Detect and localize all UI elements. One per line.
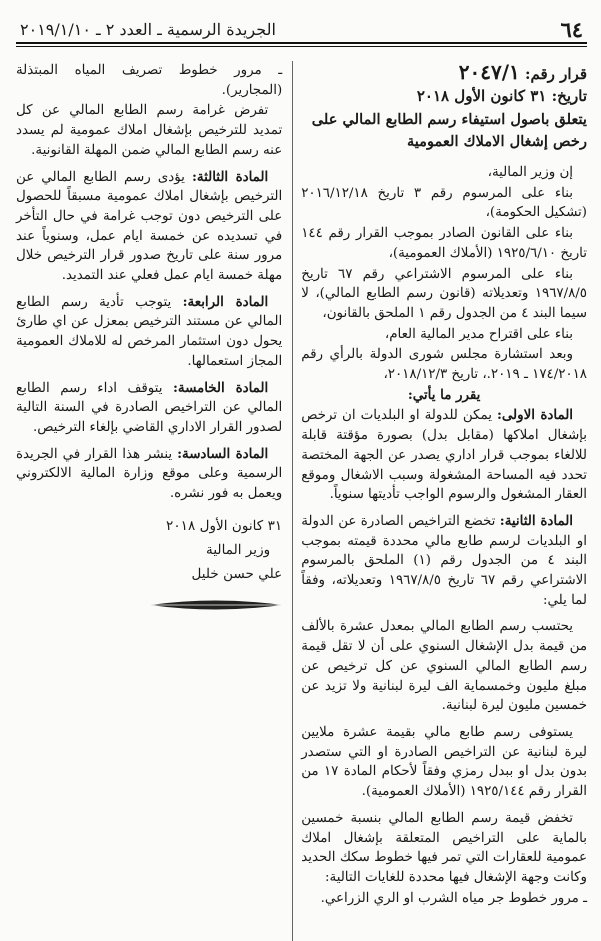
article-6-title: المادة السادسة:: [177, 445, 269, 462]
article-5-title: المادة الخامسة:: [172, 379, 269, 396]
article-4-text: يتوجب تأدية رسم الطابع المالي عن مستند الترخيص بمعزل عن اي طارئ يحول دون استثمار المرخص له للاملاك العمومية المجاز استعمالها.: [16, 294, 283, 369]
article-3: [16, 168, 282, 286]
signature-date: ٣١ كانون الأول ٢٠١٨: [166, 517, 283, 534]
decision-number: ٢٠٤٧/١: [458, 60, 520, 84]
page-number: ٦٤: [560, 17, 583, 42]
article-2-text: تخضع التراخيص الصادرة عن الدولة او البلديات لرسم طابع مالي محددة قيمته بموجب البند ٤ من الجدول رقم (١) الملحق بالمرسوم الاشتراعي رقم ٦٧ تاريخ ١٩٦٧/٨/٥ وتعديلاته، وفقاً لما يلي:: [301, 513, 588, 608]
article-5: [16, 379, 282, 438]
clause-2: يستوفى رسم طابع مالي بقيمة عشرة ملايين ليرة لبنانية عن التراخيص الصادرة او التي ستصدر بدون بدل او ببدل رمزي وفقاً لأحكام المادة ١٧ من القرار رقم ١٩٢٥/١٤٤ (الأملاك العمومية).: [301, 724, 587, 800]
header-rule: [16, 46, 587, 47]
fine-paragraph: تفرض غرامة رسم الطابع المالي عن كل تمديد للترخيص بإشغال املاك عمومية لم يسدد عنه رسم الطابع المالي ضمن المهلة القانونية.: [16, 103, 283, 158]
article-1: [301, 406, 587, 505]
signature-block: [16, 514, 282, 586]
preamble-minister: إن وزير المالية،: [487, 165, 573, 180]
clause-1: يحتسب رسم الطابع المالي بمعدل عشرة بالألف من قيمة بدل الإشغال السنوي على أن لا تقل قيمة رسم الطابع المالي السنوي عن كل ترخيص عن مبلغ مليون وخمسماية الف ليرة لبنانية ولا تزيد عن خمسين مليون ليرة لبنانية.: [301, 619, 587, 714]
issue-info: الجريدة الرسمية ـ العدد ٢ ـ ٢٠١٩/١/١٠: [20, 20, 276, 39]
preamble-decree: بناء على المرسوم رقم ٣ تاريخ ٢٠١٦/١٢/١٨ (تشكيل الحكومة)،: [301, 185, 587, 221]
right-column: [293, 61, 587, 941]
preamble-consultation: وبعد استشارة مجلس شورى الدولة بالرأي رقم ١٧٤/٢٠١٨ ـ ٢٠١٩.، تاريخ ٢٠١٨/١٢/٣،: [301, 347, 587, 383]
two-column-body: [16, 61, 587, 941]
clause-item-water: ـ مرور خطوط جر مياه الشرب او الري الزراعي.: [320, 890, 587, 906]
article-4: [16, 293, 282, 372]
preamble-legislative-decree: بناء على المرسوم الاشتراعي رقم ٦٧ تاريخ ١٩٦٧/٨/٥ وتعديلاته (قانون رسم الطابع المالي)، لا سيما البند ٤ من الجدول رقم ١ الملحق بالقانون،: [301, 266, 587, 321]
decision-heading: [301, 61, 587, 85]
article-3-text: يؤدى رسم الطابع المالي عن الترخيص بإشغال املاك عمومية مسبقاً للحصول على الترخيص دون توجب غرامة في حال التأخر في تسديده عن خمسة ايام عمل، وسنوياً عند مرور سنة على تاريخ صدور قرار الترخيص خلال مهلة خمسة ايام عمل فعلي عند التمديد.: [16, 169, 283, 284]
decides-line: يقرر ما يأتي:: [407, 386, 481, 403]
article-6: [16, 445, 282, 504]
page-header: [16, 14, 587, 44]
article-1-title: المادة الاولى:: [496, 407, 573, 424]
preamble-proposal: بناء على اقتراح مدير المالية العام،: [384, 326, 573, 342]
clause-item-sewage: ـ مرور خطوط تصريف المياه المبتذلة (المجارير).: [16, 63, 283, 98]
signature-name: علي حسن خليل: [191, 565, 283, 582]
clause-3: تخفض قيمة رسم الطابع المالي بنسبة خمسين بالماية على التراخيص المتعلقة بإشغال املاك عمومية للعقارات التي تمر فيها خطوط سكك الحديد وكانت وجهة الإشغال فيها محددة للغايات التالية:: [301, 810, 587, 885]
article-1-text: يمكن للدولة او البلديات ان ترخص بإشغال املاكها (مقابل بدل) بصورة مؤقتة قابلة للالغاء بموجب قرار اداري يصدر عن الجهة المختصة تحدد فيه المساحة المشغولة وسبب الاشغال وموقع العقار المشغول والرسوم الواجب تأديتها سنوياً.: [301, 408, 587, 503]
signature-title: وزير المالية: [206, 541, 271, 558]
article-2: [301, 512, 587, 611]
article-5-text: يتوقف اداء رسم الطابع المالي عن التراخيص الصادرة في السنة التالية لصدور القرار الاداري القاضي بإلغاء الترخيص.: [16, 380, 283, 435]
column-divider: [292, 61, 293, 941]
left-column: [16, 61, 292, 941]
article-4-title: المادة الرابعة:: [182, 293, 269, 310]
decision-subject: يتعلق باصول استيفاء رسم الطابع المالي على رخص إشغال الاملاك العمومية: [311, 111, 587, 150]
preamble-law: بناء على القانون الصادر بموجب القرار رقم ١٤٤ تاريخ ١٩٢٥/٦/١٠ (الأملاك العمومية)،: [301, 226, 587, 261]
decision-date: تاريخ: ٣١ كانون الأول ٢٠١٨: [416, 87, 587, 105]
article-3-title: المادة الثالثة:: [191, 168, 269, 185]
end-ornament-icon: [150, 598, 282, 612]
decision-label: قرار رقم:: [524, 65, 587, 83]
article-2-title: المادة الثانية:: [499, 512, 573, 529]
article-6-text: ينشر هذا القرار في الجريدة الرسمية وعلى موقع وزارة المالية الالكتروني ويعمل به فور نشره.: [16, 446, 283, 502]
